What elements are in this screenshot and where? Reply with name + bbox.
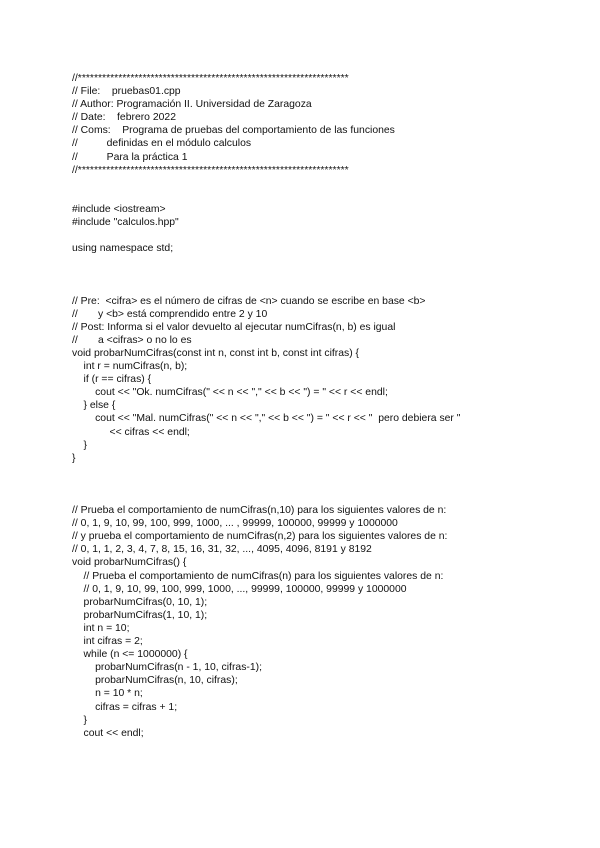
function-probar-num-cifras-3args	[72, 347, 572, 465]
code-line: }	[72, 439, 88, 451]
code-line: // Coms: Programa de pruebas del comportamiento de las funciones	[72, 125, 395, 137]
code-line: cout << endl;	[72, 727, 144, 739]
code-line: void probarNumCifras(const int n, const int b, const int cifras) {	[72, 347, 360, 359]
code-line: }	[72, 452, 76, 464]
code-line: // Pre: <cifra> es el número de cifras de <n> cuando se escribe en base <b>	[72, 295, 426, 307]
code-line: } else {	[72, 400, 116, 412]
code-line: //*******************************************************************	[72, 73, 349, 84]
blank-line	[72, 465, 572, 478]
code-line: << cifras << endl;	[72, 426, 190, 438]
code-line: probarNumCifras(0, 10, 1);	[72, 596, 208, 608]
code-line: cout << "Ok. numCifras(" << n << "," << b << ") = " << r << endl;	[72, 387, 388, 399]
using-namespace-line: using namespace std;	[72, 243, 174, 255]
code-line: // y <b> está comprendido entre 2 y 10	[72, 308, 268, 320]
code-line: #include <iostream>	[72, 203, 166, 215]
code-line: if (r == cifras) {	[72, 374, 152, 386]
code-line: n = 10 * n;	[72, 688, 143, 700]
code-line: probarNumCifras(n, 10, cifras);	[72, 675, 238, 687]
code-line: while (n <= 1000000) {	[72, 649, 188, 661]
code-line: // Prueba el comportamiento de numCifras(n,10) para los siguientes valores de n:	[72, 505, 447, 517]
code-line: #include "calculos.hpp"	[72, 217, 179, 229]
code-line: // 0, 1, 1, 2, 3, 4, 7, 8, 15, 16, 31, 32, ..., 4095, 4096, 8191 y 8192	[72, 544, 372, 556]
code-line: cifras = cifras + 1;	[72, 701, 178, 713]
code-line: // 0, 1, 9, 10, 99, 100, 999, 1000, ... , 99999, 100000, 99999 y 1000000	[72, 518, 398, 530]
include-directives	[72, 203, 572, 229]
code-line: int cifras = 2;	[72, 636, 143, 648]
blank-line	[72, 491, 572, 504]
code-line: // Date: febrero 2022	[72, 112, 176, 124]
source-code-listing	[72, 72, 572, 740]
code-line: }	[72, 714, 88, 726]
function-spec-comment	[72, 504, 572, 556]
code-line: probarNumCifras(n - 1, 10, cifras-1);	[72, 662, 262, 674]
blank-line	[72, 229, 572, 242]
code-line: // Para la práctica 1	[72, 151, 188, 163]
blank-line	[72, 177, 572, 190]
blank-line	[72, 268, 572, 281]
blank-line	[72, 478, 572, 491]
code-line: // Post: Informa si el valor devuelto al ejecutar numCifras(n, b) es igual	[72, 321, 396, 333]
blank-line	[72, 190, 572, 203]
code-line: // a <cifras> o no lo es	[72, 334, 192, 346]
code-line: int n = 10;	[72, 622, 130, 634]
function-spec-comment	[72, 295, 572, 347]
code-line: int r = numCifras(n, b);	[72, 361, 188, 373]
function-probar-num-cifras-noargs	[72, 556, 572, 739]
code-line: void probarNumCifras() {	[72, 557, 187, 569]
code-line: // definidas en el módulo calculos	[72, 138, 252, 150]
blank-line	[72, 282, 572, 295]
code-line: cout << "Mal. numCifras(" << n << "," << b << ") = " << r << " pero debiera ser "	[72, 413, 461, 425]
code-line: // Prueba el comportamiento de numCifras(n) para los siguientes valores de n:	[72, 570, 444, 582]
file-header-comment	[72, 72, 572, 177]
code-line: // y prueba el comportamiento de numCifras(n,2) para los siguientes valores de n:	[72, 531, 448, 543]
code-line: // Author: Programación II. Universidad de Zaragoza	[72, 99, 312, 111]
code-line: probarNumCifras(1, 10, 1);	[72, 609, 208, 621]
code-line: //*******************************************************************	[72, 164, 349, 176]
code-line: // File: pruebas01.cpp	[72, 86, 181, 98]
code-line: // 0, 1, 9, 10, 99, 100, 999, 1000, ..., 99999, 100000, 99999 y 1000000	[72, 583, 407, 595]
blank-line	[72, 255, 572, 268]
